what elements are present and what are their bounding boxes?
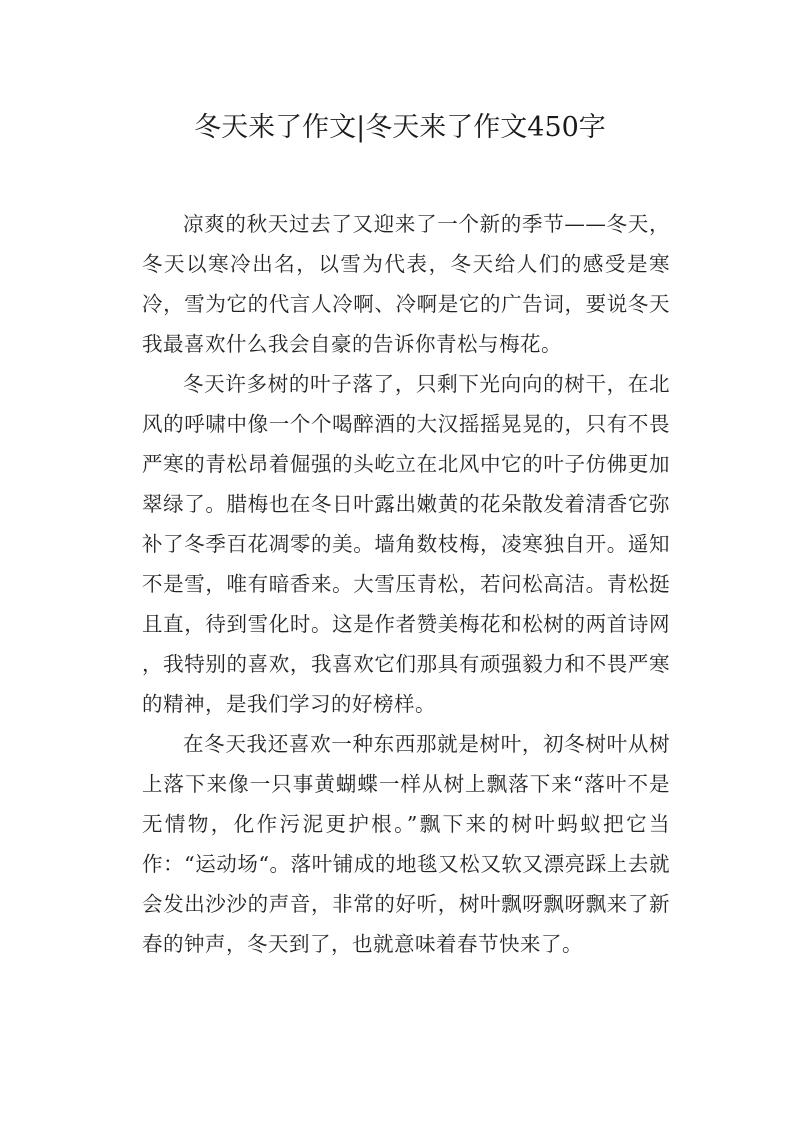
paragraph-1: 凉爽的秋天过去了又迎来了一个新的季节——冬天，冬天以寒冷出名，以雪为代表，冬天给人们的感受是寒冷，雪为它的代言人冷啊、冷啊是它的广告词，要说冬天我最喜欢什么我会自豪的告诉你青松与梅花。 bbox=[142, 212, 670, 356]
document-title: 冬天来了作文|冬天来了作文450字 bbox=[194, 112, 606, 143]
paragraph-3: 在冬天我还喜欢一种东西那就是树叶，初冬树叶从树上落下来像一只事黄蝴蝶一样从树上飘落下来“落叶不是无情物，化作污泥更护根。”飘下来的树叶蚂蚁把它当作：“运动场“。落叶铺成的地毯又松又软又漂亮踩上去就会发出沙沙的声音，非常的好听，树叶飘呀飘呀飘来了新春的钟声，冬天到了，也就意味着春节快来了。 bbox=[142, 732, 670, 956]
paragraph-2: 冬天许多树的叶子落了，只剩下光向向的树干，在北风的呼啸中像一个个喝醉酒的大汉摇摇晃晃的，只有不畏严寒的青松昂着倔强的头屹立在北风中它的叶子仿佛更加翠绿了。腊梅也在冬日叶露出嫩黄的花朵散发着清香它弥补了冬季百花凋零的美。墙角数枝梅，凌寒独自开。遥知不是雪，唯有暗香来。大雪压青松，若问松高洁。青松挺且直，待到雪化时。这是作者赞美梅花和松树的两首诗网 ，我特别的喜欢，我喜欢它们那具有顽强毅力和不畏严寒的精神，是我们学习的好榜样。 bbox=[142, 372, 670, 716]
document-body bbox=[142, 204, 670, 964]
